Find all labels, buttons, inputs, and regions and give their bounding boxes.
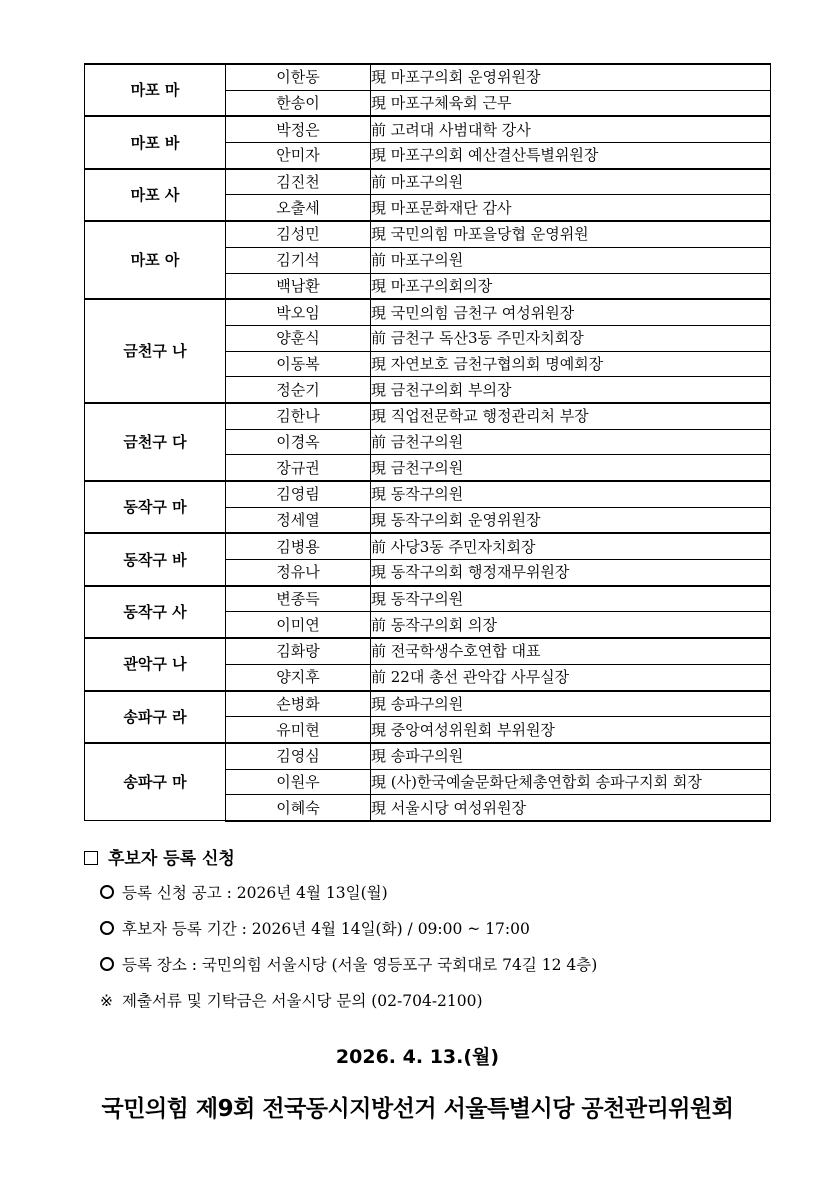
district-cell: 금천구 나	[85, 299, 226, 403]
candidate-career-cell: 現 마포구체육회 근무	[371, 90, 771, 116]
candidate-career-cell: 前 22대 총선 관악갑 사무실장	[371, 664, 771, 690]
candidate-name-cell: 박오임	[226, 299, 371, 325]
candidate-name-cell: 이경옥	[226, 429, 371, 455]
table-row	[85, 743, 771, 769]
district-cell: 송파구 라	[85, 691, 226, 743]
table-row	[85, 64, 771, 90]
district-cell: 마포 아	[85, 221, 226, 299]
candidate-career-cell: 現 마포구의회 예산결산특별위원장	[371, 143, 771, 169]
notice-item-text: 등록 장소 : 국민의힘 서울시당 (서울 영등포구 국회대로 74길 12 4층)	[122, 956, 598, 974]
district-cell: 동작구 바	[85, 533, 226, 585]
candidate-name-cell: 이원우	[226, 769, 371, 795]
candidate-career-cell: 現 국민의힘 금천구 여성위원장	[371, 299, 771, 325]
candidate-career-cell: 前 금천구의원	[371, 429, 771, 455]
table-row	[85, 481, 771, 507]
candidate-name-cell: 장규권	[226, 455, 371, 481]
candidate-career-cell: 前 마포구의원	[371, 247, 771, 273]
candidate-name-cell: 김기석	[226, 247, 371, 273]
candidate-career-cell: 現 송파구의원	[371, 691, 771, 717]
table-row	[85, 299, 771, 325]
table-row	[85, 116, 771, 142]
candidate-table-body	[85, 64, 771, 821]
candidate-name-cell: 이동복	[226, 351, 371, 377]
candidate-name-cell: 김성민	[226, 221, 371, 247]
registration-notice	[84, 843, 784, 1019]
candidate-name-cell: 백남환	[226, 273, 371, 299]
candidate-career-cell: 前 금천구 독산3동 주민자치회장	[371, 325, 771, 351]
notice-heading	[84, 843, 784, 875]
table-row	[85, 403, 771, 429]
candidate-name-cell: 이혜숙	[226, 795, 371, 821]
notice-item-location	[84, 947, 784, 983]
candidate-name-cell: 김영심	[226, 743, 371, 769]
candidate-name-cell: 한송이	[226, 90, 371, 116]
table-row	[85, 691, 771, 717]
circle-bullet-icon	[100, 957, 114, 971]
district-cell: 마포 바	[85, 116, 226, 168]
district-cell: 동작구 마	[85, 481, 226, 533]
checkbox-square-icon	[84, 851, 98, 865]
candidate-name-cell: 이한동	[226, 64, 371, 90]
candidate-career-cell: 現 동작구의회 행정재무위원장	[371, 560, 771, 586]
candidate-name-cell: 김진천	[226, 169, 371, 195]
candidate-name-cell: 김한나	[226, 403, 371, 429]
table-row	[85, 169, 771, 195]
candidate-career-cell: 現 마포구의회 운영위원장	[371, 64, 771, 90]
candidate-name-cell: 양훈식	[226, 325, 371, 351]
candidate-career-cell: 前 고려대 사범대학 강사	[371, 116, 771, 142]
notice-item-text: 등록 신청 공고 : 2026년 4월 13일(월)	[122, 884, 388, 902]
candidate-career-cell: 現 송파구의원	[371, 743, 771, 769]
candidate-career-cell: 現 금천구의회 부의장	[371, 377, 771, 403]
candidate-career-cell: 前 전국학생수호연합 대표	[371, 638, 771, 664]
district-cell: 금천구 다	[85, 403, 226, 481]
candidate-name-cell: 유미현	[226, 717, 371, 743]
district-cell: 송파구 마	[85, 743, 226, 821]
candidate-career-cell: 現 동작구의회 운영위원장	[371, 507, 771, 533]
candidate-name-cell: 이미연	[226, 612, 371, 638]
table-row	[85, 533, 771, 559]
candidate-career-cell: 現 직업전문학교 행정관리처 부장	[371, 403, 771, 429]
candidate-name-cell: 변종득	[226, 586, 371, 612]
candidate-career-cell: 現 국민의힘 마포을당협 운영위원	[371, 221, 771, 247]
notice-note	[84, 983, 784, 1019]
candidate-name-cell: 김병용	[226, 533, 371, 559]
organization-name: 국민의힘 제9회 전국동시지방선거 서울특별시당 공천관리위원회	[101, 1096, 734, 1122]
table-row	[85, 221, 771, 247]
candidate-name-cell: 오출세	[226, 195, 371, 221]
candidate-career-cell: 前 마포구의원	[371, 169, 771, 195]
candidate-name-cell: 손병화	[226, 691, 371, 717]
district-cell: 마포 사	[85, 169, 226, 221]
notice-item-period	[84, 911, 784, 947]
document-date: 2026. 4. 13.(월)	[335, 1046, 500, 1068]
candidate-name-cell: 박정은	[226, 116, 371, 142]
candidate-name-cell: 김화랑	[226, 638, 371, 664]
candidate-name-cell: 양지후	[226, 664, 371, 690]
candidate-career-cell: 前 동작구의회 의장	[371, 612, 771, 638]
candidate-career-cell: 現 서울시당 여성위원장	[371, 795, 771, 821]
candidate-career-cell: 現 (사)한국예술문화단체총연합회 송파구지회 회장	[371, 769, 771, 795]
candidate-career-cell: 現 마포구의회의장	[371, 273, 771, 299]
district-cell: 관악구 나	[85, 638, 226, 690]
candidate-career-cell: 現 동작구의원	[371, 586, 771, 612]
candidate-table	[84, 63, 771, 822]
notice-heading-text: 후보자 등록 신청	[108, 849, 235, 869]
candidate-career-cell: 前 사당3동 주민자치회장	[371, 533, 771, 559]
notice-item-text: 후보자 등록 기간 : 2026년 4월 14일(화) / 09:00 ~ 17:00	[122, 920, 530, 938]
candidate-career-cell: 現 자연보호 금천구협의회 명예회장	[371, 351, 771, 377]
table-row	[85, 586, 771, 612]
candidate-name-cell: 정순기	[226, 377, 371, 403]
district-cell: 마포 마	[85, 64, 226, 116]
reference-mark: ※	[100, 992, 113, 1010]
candidate-career-cell: 現 금천구의원	[371, 455, 771, 481]
candidate-career-cell: 現 중앙여성위원회 부위원장	[371, 717, 771, 743]
candidate-name-cell: 김영림	[226, 481, 371, 507]
district-cell: 동작구 사	[85, 586, 226, 638]
notice-item-announcement	[84, 875, 784, 911]
circle-bullet-icon	[100, 885, 114, 899]
table-row	[85, 638, 771, 664]
candidate-career-cell: 現 마포문화재단 감사	[371, 195, 771, 221]
candidate-name-cell: 안미자	[226, 143, 371, 169]
candidate-name-cell: 정유나	[226, 560, 371, 586]
candidate-name-cell: 정세열	[226, 507, 371, 533]
notice-note-text: 제출서류 및 기탁금은 서울시당 문의 (02-704-2100)	[122, 992, 483, 1010]
candidate-career-cell: 現 동작구의원	[371, 481, 771, 507]
circle-bullet-icon	[100, 921, 114, 935]
